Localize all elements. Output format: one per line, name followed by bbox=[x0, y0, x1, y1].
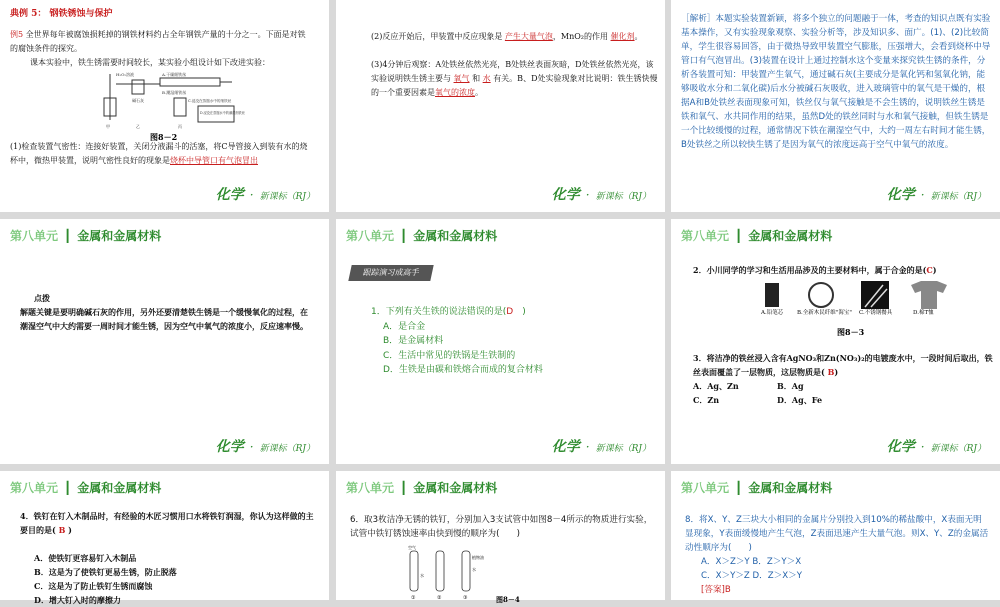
answer-text: D bbox=[506, 307, 514, 317]
svg-text:②: ② bbox=[437, 595, 442, 601]
section-tag: 跟踪演习成高手 bbox=[348, 265, 433, 281]
slide-5[interactable] bbox=[336, 219, 665, 464]
question-4: 4．铁钉在钉入木制品时，有经验的木匠习惯用口水将铁钉润湿，你认为这样做的主要目的是( B ) bbox=[20, 511, 314, 535]
mascot-image bbox=[809, 283, 833, 307]
svg-text:水: 水 bbox=[420, 573, 424, 578]
svg-text:①: ① bbox=[411, 595, 416, 601]
svg-text:植物油: 植物油 bbox=[472, 555, 484, 560]
diagram-label: D.浸没在蒸馏水中的潮湿细铁丝 bbox=[200, 111, 245, 115]
analysis-text: ［解析］本题实验装置新颖，将多个独立的问题融于一体，考查的知识点既有实验基本操作，又有实验现象观察、实验分析等，涉及知识多、面广。(1)、(2)比较简单，学生很容易回答，由于微热导致甲装置空气膨胀，压强增大，会看到烧杯中导管口有气泡冒出。(3)装置在设计上通过控制水这个变量来探究铁生锈的条件，分析各装置可知：甲装置产生氧气，通过碱石灰(主要成分是氧化钙和氢氧化钠，能够吸收水分和二氧化碳)后水分被碱石灰吸收，进入玻璃管中的氧气是干燥的，根据A和B处铁丝表面现象可知，铁丝仅与氧气接触是不会生锈的，说明铁丝生锈是铁和氧气、水共同作用的结果，虽然D处的铁丝同时与水和氧气接触，但铁生锈是一个比较缓慢的过程，通常情况下铁在潮湿空气中，大约一周左右时间才能生锈，B处铁丝之所以较快生锈了是因为氧气的浓度远高于空气中氧气的浓度。 bbox=[681, 14, 991, 150]
option: D．生铁是由碳和铁熔合而成的复合材料 bbox=[383, 365, 543, 375]
figure-caption: 图8－2 bbox=[150, 132, 178, 142]
experiment-apparatus-diagram bbox=[90, 68, 245, 130]
diagram-label: 乙 bbox=[136, 124, 140, 129]
diagram-label: C.浸没在蒸馏水中的细铁丝 bbox=[188, 99, 232, 103]
diagram-label: 碱石灰 bbox=[132, 98, 144, 103]
answer-text: C bbox=[926, 265, 933, 275]
diagram-label: 丙 bbox=[178, 124, 182, 129]
example-label: 例5 bbox=[10, 30, 24, 39]
slide-3[interactable] bbox=[671, 0, 1000, 212]
paragraph: 例5 全世界每年被腐蚀损耗掉的钢铁材料约占全年钢铁产量的十分之一。下面是对铁的腐蚀条件的探究。 bbox=[10, 30, 306, 53]
answer-text: 水 bbox=[482, 74, 491, 83]
test-tubes-diagram bbox=[406, 541, 486, 601]
paragraph: 课本实验中，铁生锈需要时间较长，某实验小组设计如下改进实验： bbox=[30, 58, 270, 67]
unit-header: 第八单元 ┃ 金属和金属材料 bbox=[10, 229, 162, 243]
unit-header: 第八单元 ┃ 金属和金属材料 bbox=[346, 481, 498, 495]
paragraph: (2)反应开始后，甲装置中反应现象是 产生大量气泡，MnO₂的作用 催化剂。 bbox=[371, 32, 643, 41]
paragraph: (1)检查装置气密性：连接好装置，关闭分液漏斗的活塞，将C导管接入到装有水的烧杯中，微热甲装置，说明气密性良好的现象是烧杯中导管口有气泡冒出 bbox=[10, 142, 308, 165]
slide-6[interactable]: 第八单元 ┃ 金属和金属材料 2．小川同学的学习和生活用品涉及的主要材料中，属于合金的是(C) A.铅笔芯 B.全新木民纤维"海宝" C.不锈钢餐具 D.棉T恤 图8－3 3．将洁净的铁丝浸入含有AgNO₃和Zn(NO₃)₂的电镀废水中，一段时间后取出，铁丝表面覆盖了一层物质，这层物质是( B) A．Ag、Zn B．Ag C．Zn D．Ag、Fe 化学 · 新课标（RJ） bbox=[671, 219, 1000, 464]
slide-title: 典例 5： 钢铁锈蚀与保护 bbox=[10, 9, 113, 19]
figure-caption: 图8－4 bbox=[496, 595, 520, 604]
option-line: C．X＞Y＞Z D．Z＞X＞Y bbox=[701, 571, 802, 581]
footer: 化学 · 新课标（RJ） bbox=[215, 439, 315, 455]
option: B．这是为了使铁钉更易生锈，防止脱落 bbox=[34, 567, 177, 577]
option: B．是金属材料 bbox=[383, 336, 444, 346]
option: A．是合金 bbox=[383, 321, 426, 332]
option: C．这是为了防止铁钉生锈而腐蚀 bbox=[34, 581, 153, 591]
answer-text: 氧气 bbox=[453, 74, 470, 83]
question-3: 3．将洁净的铁丝浸入含有AgNO₃和Zn(NO₃)₂的电镀废水中，一段时间后取出，铁丝表面覆盖了一层物质，这层物质是( B) bbox=[693, 353, 993, 377]
option: A．使铁钉更容易钉入木制品 bbox=[34, 553, 137, 563]
answer-text: 烧杯中导管口有气泡冒出 bbox=[170, 156, 258, 165]
option: D．增大钉入时的摩擦力 bbox=[34, 595, 121, 605]
tshirt-image bbox=[911, 281, 947, 309]
answer-text: 产生大量气泡 bbox=[504, 32, 553, 41]
option: C．生活中常见的铁锅是生铁制的 bbox=[383, 350, 516, 361]
diagram-label: A.干燥细铁丝 bbox=[162, 72, 187, 77]
slide-2[interactable] bbox=[336, 0, 665, 212]
pencil-lead-image bbox=[765, 283, 779, 307]
answer-text: B bbox=[58, 525, 66, 535]
svg-text:空气: 空气 bbox=[408, 545, 416, 550]
slide-7[interactable] bbox=[0, 471, 329, 605]
unit-header: 第八单元 ┃ 金属和金属材料 bbox=[681, 229, 833, 243]
answer-text: 氧气的浓度 bbox=[435, 88, 475, 97]
footer: 化学 · 新课标（RJ） bbox=[551, 187, 651, 203]
slide-1[interactable] bbox=[0, 0, 329, 212]
svg-text:水: 水 bbox=[472, 567, 476, 572]
footer-subject: 化学 bbox=[215, 187, 244, 203]
options bbox=[34, 551, 324, 607]
answer-text: 催化剂 bbox=[610, 32, 635, 41]
diagram-label: B.潮湿细铁丝 bbox=[162, 90, 187, 95]
tip-label: 点拨 bbox=[34, 293, 50, 303]
options: A．Ag、Zn B．Ag C．Zn D．Ag、Fe bbox=[693, 381, 823, 405]
footer: 化学 · 新课标（RJ） bbox=[886, 187, 986, 203]
footer: 化学 · 新课标（RJ） bbox=[215, 187, 315, 203]
question-1: 1．下列有关生铁的说法错误的是(D ) A．是合金 B．是金属材料 C．生活中常见的铁锅是生铁制的 D．生铁是由碳和铁熔合而成的复合材料 bbox=[371, 305, 651, 378]
option-line: A．X＞Z＞Y B．Z＞Y＞X bbox=[701, 557, 802, 567]
footer: 化学 · 新课标（RJ） bbox=[551, 439, 651, 455]
footer: 化学 · 新课标（RJ） bbox=[886, 439, 986, 455]
svg-text:③: ③ bbox=[463, 595, 468, 601]
slide-8[interactable] bbox=[336, 471, 665, 604]
figure-caption: 图8－3 bbox=[837, 327, 865, 337]
slide-4[interactable] bbox=[0, 219, 329, 464]
paragraph: (3)4分钟后观察：A处铁丝依然光亮，B处铁丝表面灰暗，D处铁丝依然光亮，该实验说明铁生锈主要与 氧气 和 水 有关。B、D处实验现象对比说明：铁生锈快慢的一个重要因素是氧气的浓度。 bbox=[371, 60, 658, 97]
diagram-label: H₂O₂溶液 bbox=[116, 72, 134, 77]
tip-text: 解题关键是要明确碱石灰的作用，另外还要清楚铁生锈是一个缓慢氧化的过程，在潮湿空气中大约需要一周时间才能生锈，因为空气中氧气的浓度小，反应速率慢。 bbox=[20, 307, 308, 331]
answer-line: [答案]B bbox=[701, 585, 731, 595]
question-8: 8．将X、Y、Z三块大小相同的金属片分别投入到10%的稀盐酸中，X表面无明显现象，Y表面缓慢地产生气泡，Z表面迅速产生大量气泡。则X、Y、Z的金属活动性顺序为( ) A．X＞Z＞Y B．Z＞Y＞X C．X＞Y＞Z D．Z＞X＞Y [答案]B bbox=[685, 515, 989, 595]
unit-header: 第八单元 ┃ 金属和金属材料 bbox=[10, 481, 162, 495]
unit-header: 第八单元 ┃ 金属和金属材料 bbox=[681, 481, 833, 495]
diagram-label: 甲 bbox=[106, 124, 110, 129]
slide-9[interactable] bbox=[671, 471, 1000, 600]
unit-header: 第八单元 ┃ 金属和金属材料 bbox=[346, 229, 498, 243]
answer-text: B bbox=[827, 367, 835, 377]
question-6: 6．取3枚洁净无锈的铁钉，分别加入3支试管中如图8－4所示的物质进行实验，试管中铁钉锈蚀速率由快到慢的顺序为( ) bbox=[350, 515, 653, 539]
question-2: 2．小川同学的学习和生活用品涉及的主要材料中，属于合金的是(C) bbox=[693, 265, 937, 275]
footer-edition: 新课标（RJ） bbox=[259, 192, 315, 202]
